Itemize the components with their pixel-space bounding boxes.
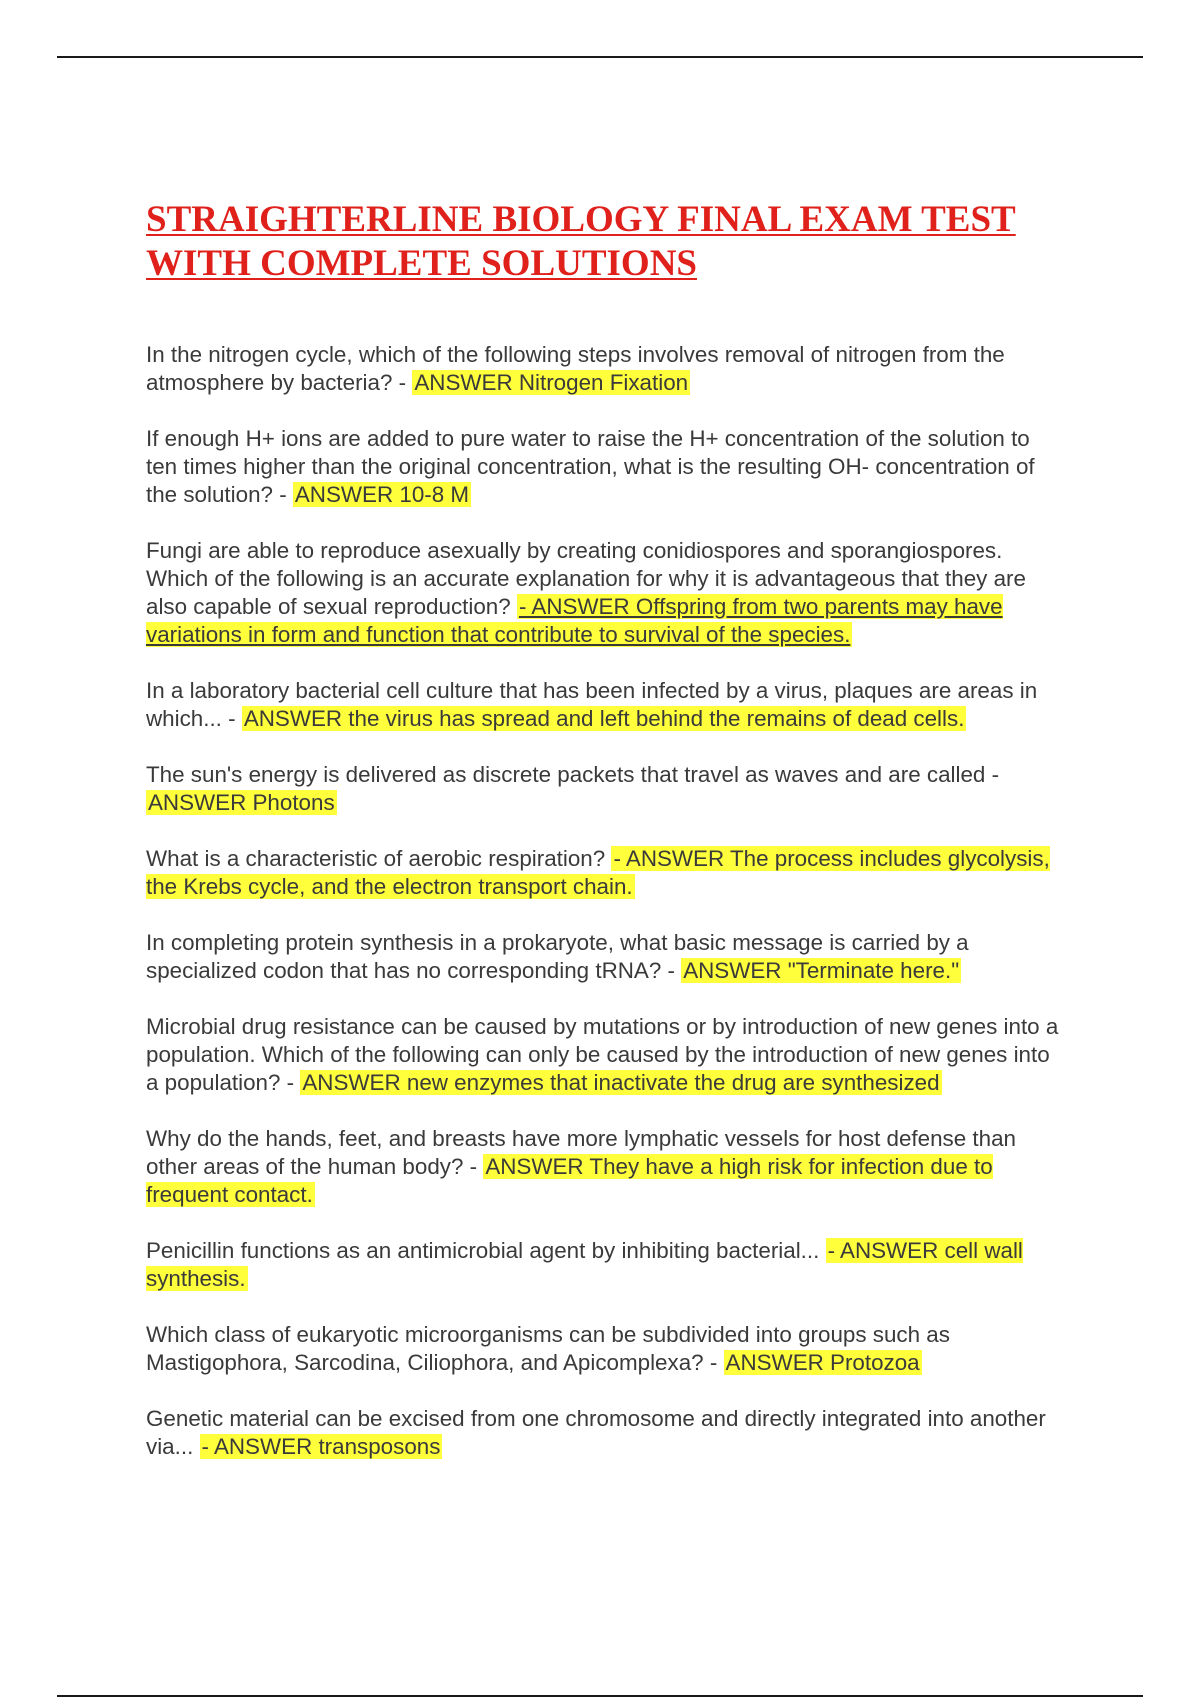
top-rule: [57, 56, 1143, 58]
answer-text: - ANSWER Offspring from two parents may have variations in form and function that contribute to survival of the species.: [146, 594, 1003, 647]
qa-list: [146, 341, 1061, 1489]
qa-item: [146, 761, 1061, 817]
qa-item: [146, 1125, 1061, 1209]
qa-item: [146, 1013, 1061, 1097]
answer-text: ANSWER Nitrogen Fixation: [414, 370, 689, 395]
bottom-rule: [57, 1695, 1143, 1697]
answer-text: ANSWER 10-8 M: [294, 482, 470, 507]
question-text: If enough H+ ions are added to pure water to raise the H+ concentration of the solution to ten times higher than the original concentration, what is the resulting OH- concentration of the solution? -: [146, 426, 1035, 507]
qa-item: [146, 537, 1061, 649]
qa-item: [146, 677, 1061, 733]
question-text: Which class of eukaryotic microorganisms can be subdivided into groups such as Mastigophora, Sarcodina, Ciliophora, and Apicomplexa? -: [146, 1322, 950, 1375]
answer-text: ANSWER "Terminate here.": [683, 958, 960, 983]
answer-text: ANSWER new enzymes that inactivate the drug are synthesized: [302, 1070, 940, 1095]
question-text: Genetic material can be excised from one chromosome and directly integrated into another via...: [146, 1406, 1046, 1459]
question-text: In completing protein synthesis in a prokaryote, what basic message is carried by a specialized codon that has no corresponding tRNA? -: [146, 930, 969, 983]
qa-item: [146, 1321, 1061, 1377]
answer-text: - ANSWER transposons: [201, 1434, 441, 1459]
qa-item: [146, 341, 1061, 397]
qa-item: [146, 929, 1061, 985]
qa-item: [146, 1405, 1061, 1461]
question-text: The sun's energy is delivered as discrete packets that travel as waves and are called -: [146, 762, 1000, 787]
answer-text: - ANSWER The process includes glycolysis, the Krebs cycle, and the electron transport chain.: [146, 846, 1050, 899]
qa-item: [146, 425, 1061, 509]
question-text: Why do the hands, feet, and breasts have more lymphatic vessels for host defense than other areas of the human body? -: [146, 1126, 1016, 1179]
answer-text: ANSWER Protozoa: [725, 1350, 920, 1375]
question-text: In the nitrogen cycle, which of the following steps involves removal of nitrogen from the atmosphere by bacteria? -: [146, 342, 1005, 395]
qa-item: [146, 845, 1061, 901]
question-text: Microbial drug resistance can be caused by mutations or by introduction of new genes into a population. Which of the following can only be caused by the introduction of new genes into a population? -: [146, 1014, 1059, 1095]
answer-text: ANSWER Photons: [148, 790, 335, 815]
question-text: What is a characteristic of aerobic respiration?: [146, 846, 612, 871]
question-text: In a laboratory bacterial cell culture that has been infected by a virus, plaques are areas in which... -: [146, 678, 1038, 731]
answer-text: ANSWER the virus has spread and left behind the remains of dead cells.: [243, 706, 965, 731]
document-title: STRAIGHTERLINE BIOLOGY FINAL EXAM TEST WITH COMPLETE SOLUTIONS: [146, 199, 1016, 284]
question-text: Penicillin functions as an antimicrobial agent by inhibiting bacterial...: [146, 1238, 826, 1263]
qa-item: [146, 1237, 1061, 1293]
answer-text: ANSWER They have a high risk for infection due to frequent contact.: [146, 1154, 993, 1207]
question-text: Fungi are able to reproduce asexually by creating conidiospores and sporangiospores. Which of the following is an accurate explanation for why it is advantageous that they are also capable of sexual reproduction?: [146, 538, 1026, 619]
answer-text: - ANSWER cell wall synthesis.: [146, 1238, 1023, 1291]
